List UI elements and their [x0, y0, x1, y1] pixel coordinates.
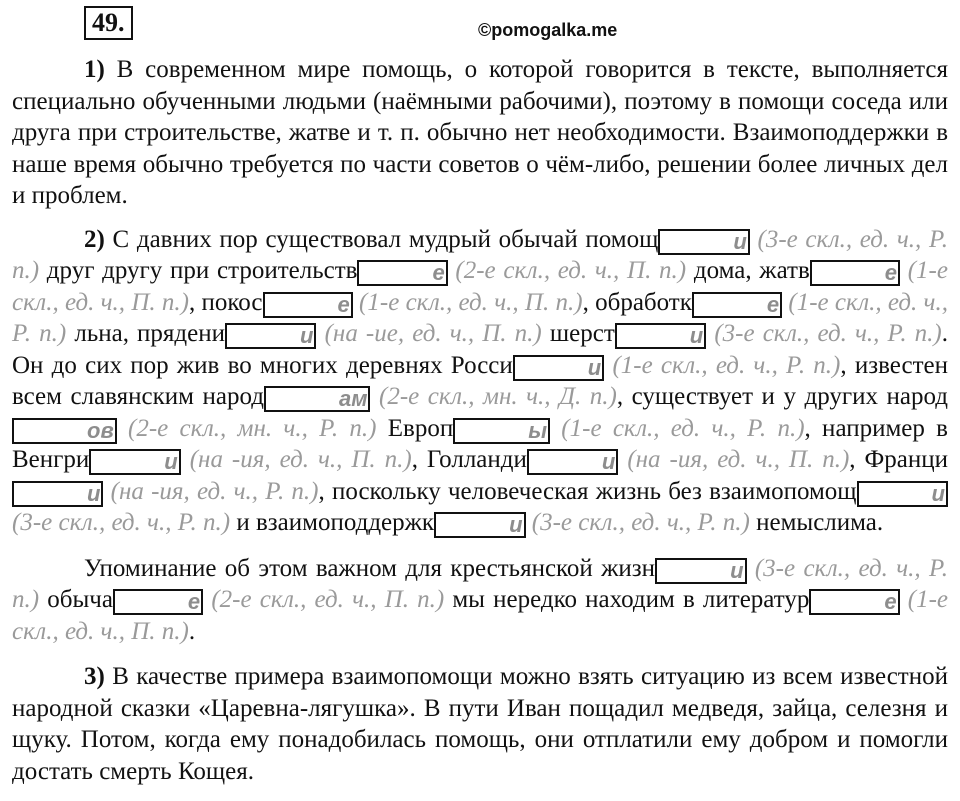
text-segment: . Он до сих пор жив во многих деревнях Росси [12, 320, 949, 379]
text-segment: , поскольку человеческая жизнь без взаимопомощ [318, 477, 857, 505]
text-segment: обыча [39, 586, 113, 613]
ending-box: ов [12, 418, 117, 444]
ending-box: е [810, 260, 900, 286]
text-segment: дома, жатв [686, 257, 810, 284]
ending-box: и [12, 481, 103, 507]
text-segment: Упоминание об этом важном для крестьянской жизн [84, 554, 656, 582]
grammar-note: (3-е скл., ед. ч., Р. п.) [12, 509, 231, 536]
ending-box: е [113, 589, 203, 615]
paragraph-1 [12, 54, 948, 212]
ending-box: ы [453, 418, 550, 444]
text-segment: мы нередко находим в литератур [444, 586, 810, 613]
ending-box: е [692, 292, 782, 318]
ending-box: и [857, 481, 948, 507]
text-segment: , известен всем славянским народ [12, 351, 948, 410]
grammar-note: (2-е скл., ед. ч., П. п.) [447, 257, 687, 284]
ending-box: е [357, 260, 447, 286]
text-segment: друг другу при строительств [39, 257, 358, 284]
grammar-note: (1-е скл., ед. ч., П. п.) [352, 288, 583, 316]
text-segment: , существует и у других народ [616, 383, 948, 410]
ending-box: и [658, 229, 749, 255]
text-segment: , покос [189, 288, 263, 316]
grammar-note: (1-е скл., ед. ч., Р. п.) [550, 414, 805, 442]
paragraph-3 [12, 553, 948, 648]
text-segment: шерст [541, 320, 615, 347]
grammar-note: (на -ия, ед. ч., П. п.) [618, 446, 850, 473]
text-segment: , например в Венгри [12, 414, 948, 473]
paragraph-1-text: В современном мире помощь, о которой говорится в тексте, выполняется специально обученными людьми (наёмными рабочими), поэтому в помощи соседа или друга при строительстве, жатве и т. п. обычно нет необходимости. Взаимоподдержки в наше время обычно требуется по части советов о чём-либо, решении более личных дел и проблем. [12, 56, 948, 209]
ending-box: и [225, 323, 316, 349]
grammar-note: (1-е скл., ед. ч., П. п.) [12, 586, 949, 645]
text-segment: и взаимоподдержк [230, 509, 435, 536]
grammar-note: (на -ия, ед. ч., Р. п.) [103, 477, 319, 505]
text-segment: немыслима. [749, 509, 884, 536]
grammar-note: (3-е скл., ед. ч., Р. п.) [12, 554, 948, 613]
grammar-note: (на -ие, ед. ч., П. п.) [316, 320, 542, 347]
grammar-note: (1-е скл., ед. ч., П. п.) [12, 257, 948, 316]
ending-box: и [655, 558, 746, 584]
paragraph-2 [12, 224, 948, 539]
text-segment: , Голланди [411, 446, 527, 473]
text-segment: Европ [376, 414, 454, 442]
ending-box: и [434, 512, 525, 538]
paragraph-4 [12, 661, 948, 787]
grammar-note: (2-е скл., мн. ч., Д. п.) [370, 383, 617, 410]
paragraph-4-text: В качестве примера взаимопомощи можно взять ситуацию из всем известной народной сказки «Царевна-лягушка». В пути Иван пощадил медведя, зайца, селезня и щуку. Потом, когда ему понадобилась помощь, они отплатили ему добром и помогли достать смерть Кощея. [12, 663, 948, 785]
ending-box: е [809, 589, 899, 615]
grammar-note: (2-е скл., ед. ч., П. п.) [203, 586, 445, 613]
grammar-note: (2-е скл., мн. ч., Р. п.) [116, 414, 377, 442]
ending-box: и [615, 323, 706, 349]
grammar-note: (3-е скл., ед. ч., Р. п.) [12, 225, 948, 284]
item-number-2: 2) [84, 225, 105, 253]
exercise-text [12, 54, 948, 801]
text-segment: . [188, 617, 196, 645]
ending-box: и [513, 355, 604, 381]
text-segment: , Франци [849, 446, 949, 473]
grammar-note: (3-е скл., ед. ч., Р. п.) [706, 320, 942, 347]
text-segment: С давних пор существовал мудрый обычай помощ [104, 225, 659, 253]
ending-box: ам [264, 386, 371, 412]
grammar-note: (3-е скл., ед. ч., Р. п.) [525, 509, 750, 536]
exercise-number: 49. [84, 6, 133, 40]
text-segment: , обработк [582, 288, 692, 316]
ending-box: и [527, 449, 618, 475]
grammar-note: (на -ия, ед. ч., П. п.) [180, 446, 412, 473]
grammar-note: (1-е скл., ед. ч., Р. п.) [604, 351, 841, 379]
text-segment: льна, прядени [66, 320, 226, 347]
grammar-note: (1-е скл., ед. ч., Р. п.) [12, 288, 948, 347]
watermark: ©pomogalka.me [478, 20, 618, 40]
item-number-1: 1) [84, 56, 105, 83]
ending-box: е [263, 292, 353, 318]
item-number-3: 3) [84, 663, 105, 690]
ending-box: и [89, 449, 180, 475]
